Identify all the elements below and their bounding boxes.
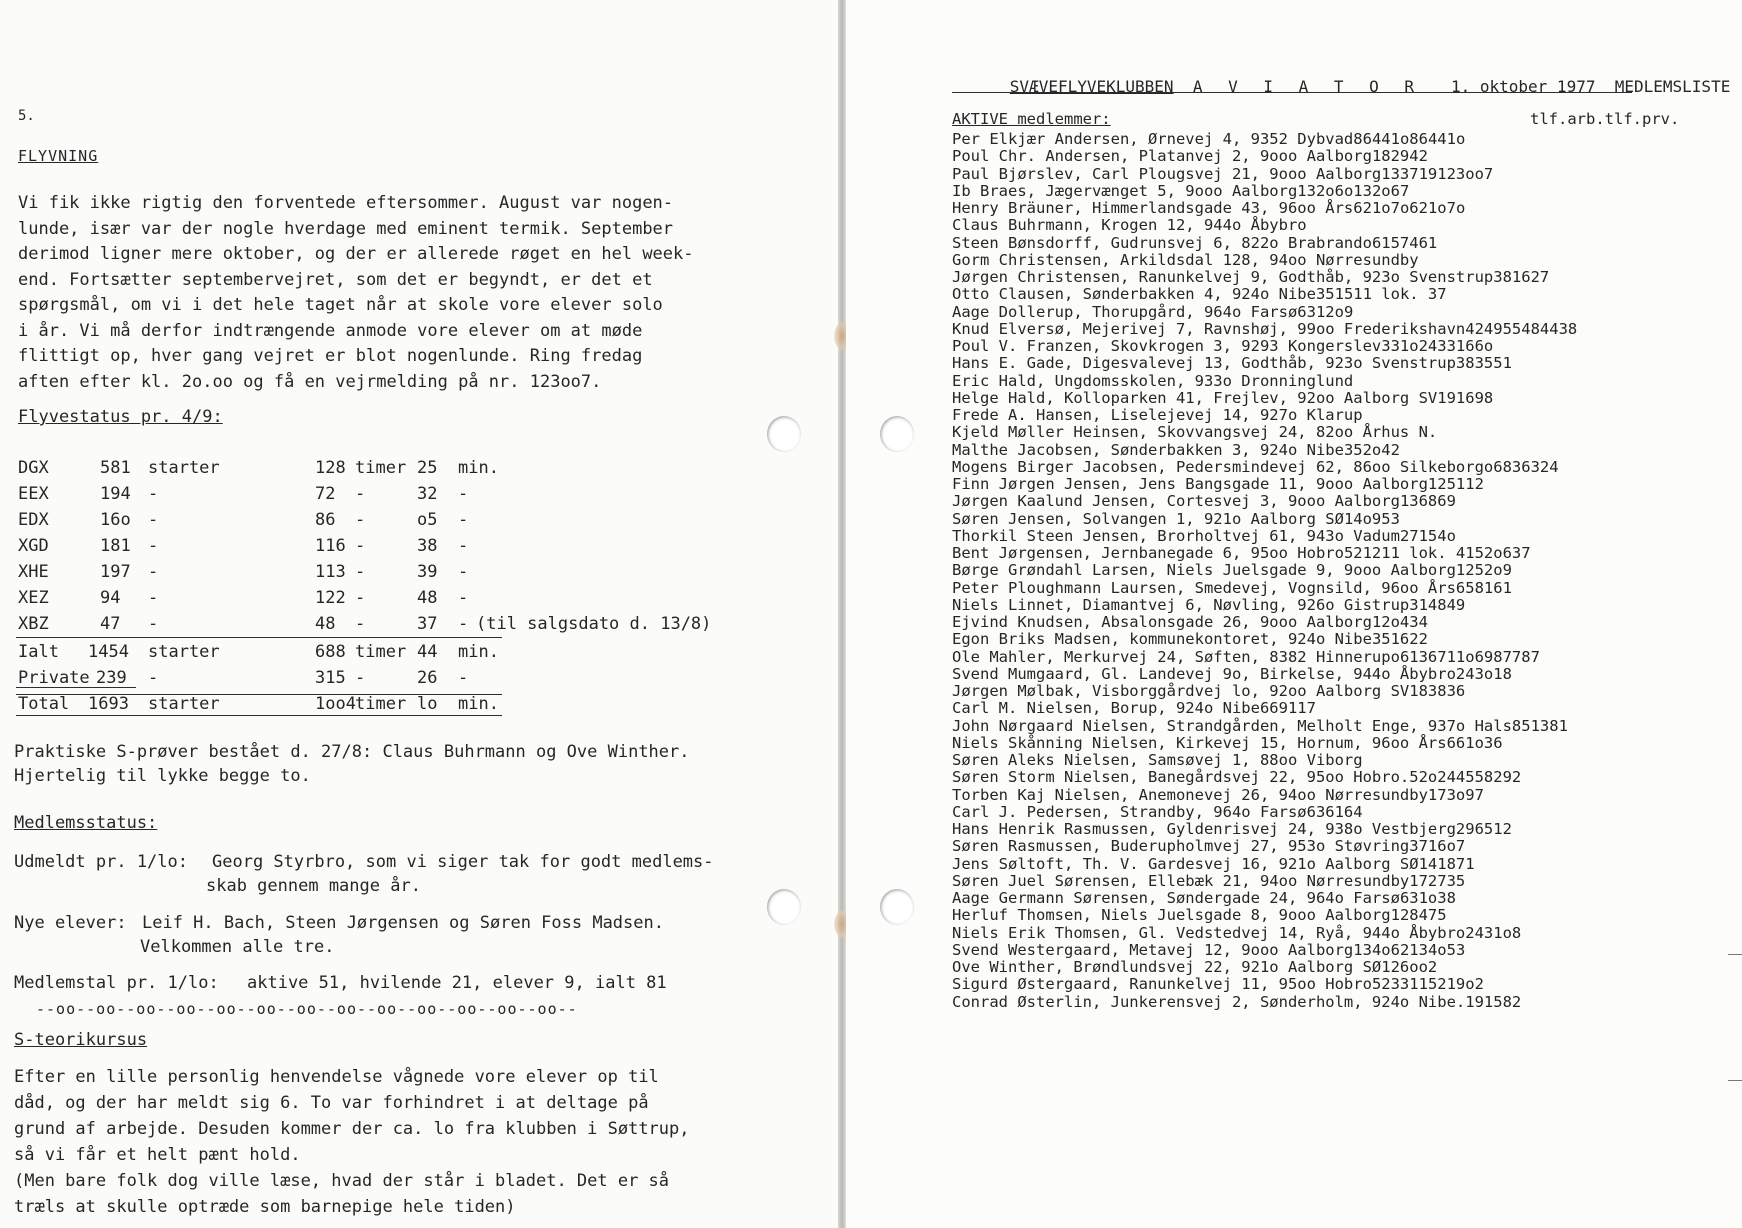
status-aircraft: EEX [18,484,49,504]
status-hours-unit: - [355,536,366,556]
status-hours-unit: - [355,562,366,582]
status-aircraft: Private [18,668,90,688]
member-entry: Søren Juel Sørensen, Ellebæk 21, 94oo Nørresundby [952,871,1410,890]
member-entry: Jens Søltoft, Th. V. Gardesvej 16, 921o Aalborg SØ [952,854,1419,873]
member-entry: Peter Ploughmann Laursen, Smedevej, Vognsild, 96oo Års [952,578,1456,597]
status-hours: 72 [315,484,336,504]
member-work-phone: 132o6o [1297,181,1354,200]
member-private-phone: 636164 [1306,802,1363,821]
status-starts: 181 [100,536,131,556]
member-work-phone: o6136711 [1390,647,1466,666]
status-starts: 94 [100,588,121,608]
member-private-phone: o6987787 [1465,647,1540,666]
member-row [952,803,1742,820]
member-entry: Helge Hald, Kolloparken 41, Frejlev, 92oo Aalborg SV [952,388,1438,407]
member-row [952,354,1742,371]
member-row [952,458,1742,475]
member-work-phone: 621o7o [1353,199,1410,217]
status-starts-unit: - [148,484,159,504]
medlemstal-label: Medlemstal pr. 1/lo: [14,973,219,993]
member-private-phone: 141871 [1418,854,1475,873]
member-private-phone: 381627 [1493,268,1550,286]
status-minutes: 39 [417,562,438,582]
status-hours-unit: timer [355,694,407,714]
status-minutes-unit: - [458,536,469,556]
s-teorikursus-line: Efter en lille personlig henvendelse vågnede vore elever op til [14,1067,659,1087]
status-aircraft: XHE [18,562,49,582]
member-private-phone: 128475 [1390,906,1447,925]
member-entry: Aage Dollerup, Thorupgård, 964o Farsø [952,302,1298,321]
member-entry: Niels Skånning Nielsen, Kirkevej 15, Hornum, 96oo Års [952,733,1447,752]
member-entry: Svend Westergaard, Metavej 12, 9ooo Aalborg [952,940,1354,959]
member-entry: Mogens Birger Jacobsen, Pedersmindevej 62, 86oo Silkeborg [952,457,1484,476]
member-entry: Kjeld Møller Heinsen, Skovvangsvej 24, 82oo Århus N. [952,423,1438,442]
status-hours-unit: timer [355,458,407,478]
punch-hole [767,889,801,925]
status-hours: 116 [315,536,346,556]
member-entry: Otto Clausen, Sønderbakken 4, 924o Nibe [952,285,1316,304]
medlemstal-text: aktive 51, hvilende 21, elever 9, ialt 81 [247,973,667,993]
member-row [952,941,1742,958]
member-private-phone: 172735 [1409,871,1466,890]
status-starts-unit: - [148,668,159,688]
member-row [952,579,1742,596]
status-hours-unit: - [355,614,366,634]
member-row [952,372,1742,389]
udmeldt-text: Georg Styrbro, som vi siger tak for godt medlems- [212,852,714,872]
member-private-phone: 3716o7 [1409,837,1466,856]
status-minutes-unit: min. [458,694,499,714]
member-row [952,837,1742,854]
member-entry: Søren Storm Nielsen, Banegårdsvej 22, 95oo Hobro. [952,768,1410,787]
member-entry: Ejvind Knudsen, Absalonsgade 26, 9ooo Aalborg [952,613,1372,631]
status-hours: 86 [315,510,336,530]
member-row [952,596,1742,613]
member-row [952,234,1742,251]
member-work-phone: 331o24 [1381,337,1438,355]
member-row [952,924,1742,941]
member-entry: Bent Jørgensen, Jernbanegade 6, 95oo Hobro [952,544,1344,562]
member-row [952,285,1742,302]
status-starts-unit: - [148,536,159,556]
status-hours-unit: - [355,510,366,530]
member-entry: Egon Briks Madsen, kommunekontoret, 924o Nibe [952,630,1372,649]
status-hours-unit: - [355,668,366,688]
member-work-phone: 134o62 [1353,940,1410,959]
status-starts: 47 [100,614,121,634]
member-row [952,872,1742,889]
status-aircraft: XGD [18,536,49,556]
s-teorikursus-line: (Men bare folk dog ville læse, hvad der står i bladet. Det er så [14,1171,670,1191]
member-private-phone: o6157461 [1362,233,1438,252]
member-entry: Carl M. Nielsen, Borup, 924o Nibe [952,699,1260,718]
member-row [952,768,1742,785]
status-starts: 1454 [88,642,129,662]
member-row [952,510,1742,527]
member-row [952,182,1742,199]
s-teorikursus-line: dåd, og der har meldt sig 6. To var forhindret i at deltage på [14,1093,649,1113]
status-minutes: o5 [417,510,438,530]
status-starts: 16o [100,510,131,530]
status-minutes: 37 [417,614,438,634]
member-private-phone: 183836 [1409,682,1466,700]
member-entry: Per Elkjær Andersen, Ørnevej 4, 9352 Dybvad [952,130,1354,148]
member-row [952,216,1742,233]
member-row [952,251,1742,268]
member-entry: Sigurd Østergaard, Ranunkelvej 11, 95oo Hobro [952,975,1372,994]
status-minutes: 32 [417,484,438,504]
punch-hole [880,889,914,925]
member-row [952,544,1742,561]
status-aircraft: Total [18,694,70,714]
member-entry: Gorm Christensen, Arkildsdal 128, 94oo Nørresundby [952,250,1419,269]
s-teorikursus-line: træls at skulle optræde som barnepige hele tiden) [14,1197,516,1217]
status-starts-unit: - [148,588,159,608]
member-private-phone: 558292 [1465,768,1522,787]
member-entry: Steen Bønsdorff, Gudrunsvej 6, 822o Brabrand [952,233,1363,252]
status-hours: 1oo4 [315,694,356,714]
status-grand-total-row [0,694,760,714]
status-minutes-unit: - [458,614,469,634]
status-row [0,562,760,582]
member-entry: John Nørgaard Nielsen, Strandgården, Melholt Enge, 937o Hals [952,716,1512,735]
status-total-row [0,642,760,662]
member-entry: Finn Jørgen Jensen, Jens Bangsgade 11, 9ooo Aalborg [952,475,1428,493]
member-row [952,906,1742,923]
member-entry: Frede A. Hansen, Liselejevej 14, 927o Klarup [952,406,1363,424]
member-entry: Carl J. Pedersen, Strandby, 964o Farsø [952,802,1307,821]
status-minutes-unit: min. [458,458,499,478]
member-row [952,406,1742,423]
club-label: SVÆVEFLYVEKLUBBEN [1009,77,1174,96]
member-row [952,613,1742,630]
member-entry: Ib Braes, Jægervænget 5, 9ooo Aalborg [952,181,1298,200]
member-entry: Poul Chr. Andersen, Platanvej 2, 9ooo Aalborg [952,147,1372,166]
member-private-phone: 484438 [1521,319,1578,338]
member-private-phone: 6312o9 [1297,302,1354,321]
member-private-phone: 621o7o [1409,199,1466,217]
status-minutes-unit: - [458,510,469,530]
punch-hole [880,416,914,452]
member-private-phone: 658161 [1455,578,1512,597]
member-row [952,889,1742,906]
member-entry: Søren Aleks Nielsen, Samsøvej 1, 88oo Viborg [952,751,1363,769]
member-row [952,303,1742,320]
status-minutes: 44 [417,642,438,662]
status-starts: 581 [100,458,131,478]
member-row [952,682,1742,699]
member-private-phone: 134o53 [1409,940,1466,959]
member-private-phone: 136869 [1399,492,1456,511]
member-entry: Torben Kaj Nielsen, Anemonevej 26, 94oo Nørresundby [952,785,1428,804]
nye-elever-text-cont: Velkommen alle tre. [140,937,335,957]
member-row [952,699,1742,716]
status-hours-unit: - [355,484,366,504]
phone-column-header: tlf.arb.tlf.prv. [1530,110,1680,128]
udmeldt-text-cont: skab gennem mange år. [206,876,421,896]
status-hours: 688 [315,642,346,662]
table-rule [16,715,502,716]
status-starts: 197 [100,562,131,582]
member-work-phone: 133719 [1381,164,1438,183]
status-aircraft: EDX [18,510,49,530]
flyvning-line: i år. Vi må derfor indtrængende anmode vore elever om at møde [18,320,643,341]
section-divider: --oo--oo--oo--oo--oo--oo--oo--oo--oo--oo--oo--oo--oo-- [36,1000,578,1018]
member-private-phone: 851381 [1511,716,1568,735]
member-entry: Aage Germann Sørensen, Søndergade 24, 964o Farsø [952,889,1400,907]
member-entry: Paul Bjørslev, Carl Plougsvej 21, 9ooo Aalborg [952,164,1382,183]
status-minutes: 48 [417,588,438,608]
member-entry: Knud Elversø, Mejerivej 7, Ravnshøj, 99oo Frederikshavn [952,319,1466,338]
member-private-phone: 86441o [1409,130,1466,148]
member-row [952,993,1742,1010]
member-row [952,423,1742,440]
member-row [952,958,1742,975]
status-minutes: 38 [417,536,438,556]
member-private-phone: 14o953 [1343,509,1400,528]
status-aircraft: DGX [18,458,49,478]
status-starts-unit: - [148,614,159,634]
member-private-phone: 12o434 [1371,613,1428,631]
list-date: 1. oktober 1977 [1450,77,1596,96]
status-hours: 128 [315,458,346,478]
member-row [952,147,1742,164]
status-minutes: 25 [417,458,438,478]
status-minutes: lo [417,694,438,714]
member-private-phone: 52o637 [1474,544,1531,562]
member-private-phone: 661o36 [1446,733,1503,752]
member-entry: Thorkil Steen Jensen, Brorholtvej 61, 943o Vadum [952,526,1400,545]
status-row [0,536,760,556]
member-private-phone: 383551 [1455,354,1512,373]
member-entry: Poul V. Franzen, Skovkrogen 3, 9293 Kongerslev [952,337,1382,355]
list-header [952,58,1730,115]
member-private-phone: 132o67 [1353,181,1410,200]
status-minutes: 26 [417,668,438,688]
member-private-phone: 182942 [1371,147,1428,166]
member-entry: Svend Mumgaard, Gl. Landevej 9o, Birkelse, 944o Åbybro [952,664,1456,683]
status-starts-unit: - [148,510,159,530]
member-work-phone: 521211 lok. 41 [1343,544,1475,562]
s-prover-line: Praktiske S-prøver bestået d. 27/8: Claus Buhrmann og Ove Winther. [14,742,690,762]
status-starts-unit: starter [148,694,220,714]
list-title: MEDLEMSLISTE [1614,77,1731,96]
member-row [952,561,1742,578]
status-starts: 1693 [88,694,129,714]
member-entry: Ove Winther, Brøndlundsvej 22, 921o Aalborg SØ [952,958,1382,976]
member-private-phone: 2431o8 [1465,923,1522,942]
member-row [952,268,1742,285]
member-private-phone: 27154o [1399,526,1456,545]
member-private-phone: 191698 [1437,388,1494,407]
member-entry: Eric Hald, Ungdomsskolen, 933o Dronninglund [952,371,1354,390]
member-entry: Malthe Jacobsen, Sønderbakken 3, 924o Nibe [952,440,1344,459]
page-gutter [838,0,846,1228]
status-row [0,614,760,634]
member-row [952,734,1742,751]
member-private-phone: o6836324 [1483,457,1559,476]
member-row [952,475,1742,492]
member-row [952,630,1742,647]
member-work-phone: 52o244 [1409,768,1466,787]
member-row [952,786,1742,803]
status-hours: 122 [315,588,346,608]
member-row [952,975,1742,992]
member-row [952,130,1742,147]
member-private-phone: 669117 [1259,699,1316,718]
member-entry: Claus Buhrmann, Krogen 12, 944o Åbybro [952,216,1307,235]
flyvning-line: end. Fortsætter septembervejret, som det er begyndt, er det et [18,269,653,290]
right-page [846,0,1742,1228]
status-row [0,588,760,608]
member-private-phone: 296512 [1455,820,1512,838]
s-teorikursus-line: grund af arbejde. Desuden kommer der ca. lo fra klubben i Søttrup, [14,1119,690,1139]
flyvning-line: derimod ligner mere oktober, og der er allerede røget en hel week- [18,244,694,264]
member-private-phone: 352o42 [1343,440,1400,459]
member-entry: Niels Erik Thomsen, Gl. Vedstedvej 14, Ryå, 944o Åbybro [952,923,1466,942]
nye-elever-label: Nye elever: [14,913,127,933]
member-entry: Conrad Østerlin, Junkerensvej 2, Sønderholm, 924o Nibe. [952,992,1466,1011]
status-minutes-unit: min. [458,642,499,662]
s-prover-line: Hjertelig til lykke begge to. [14,766,311,786]
member-row [952,648,1742,665]
member-entry: Børge Grøndahl Larsen, Niels Juelsgade 9, 9ooo Aalborg [952,561,1456,580]
status-minutes-unit: - [458,484,469,504]
member-entry: Jørgen Kaalund Jensen, Cortesvej 3, 9ooo Aalborg [952,492,1400,511]
flyvning-line: lunde, især var der nogle hverdage med eminent termik. September [18,218,674,239]
status-minutes-unit: - [458,562,469,582]
member-entry: Hans Henrik Rasmussen, Gyldenrisvej 24, 938o Vestbjerg [952,820,1456,838]
udmeldt-label: Udmeldt pr. 1/lo: [14,852,188,872]
member-row [952,320,1742,337]
member-private-phone: 5219o2 [1427,975,1484,994]
member-entry: Hans E. Gade, Digesvalevej 13, Godthåb, 923o Svenstrup [952,354,1456,373]
status-starts-unit: starter [148,458,220,478]
aktive-medlemmer-label: AKTIVE medlemmer: [952,110,1111,128]
member-entry: Søren Rasmussen, Buderupholmvej 27, 953o Støvring [952,837,1410,856]
status-hours-unit: - [355,588,366,608]
member-row [952,665,1742,682]
flyvning-line: aften efter kl. 2o.oo og få en vejrmelding på nr. 123oo7. [18,371,602,392]
member-work-phone: 523311 [1371,975,1428,994]
table-rule [16,637,502,638]
status-starts-unit: starter [148,642,220,662]
status-starts: 239 [96,668,127,688]
member-row [952,337,1742,354]
member-row [952,389,1742,406]
punch-hole [767,416,801,452]
member-row [952,855,1742,872]
member-row [952,751,1742,768]
page-corner-mark: 5. [18,108,35,124]
medlemsstatus-heading: Medlemsstatus: [14,813,158,833]
status-hours-unit: timer [355,642,407,662]
status-row [0,484,760,504]
member-private-phone: 125112 [1427,475,1484,493]
status-hours: 315 [315,668,346,688]
member-private-phone: 243o18 [1455,664,1512,683]
member-row [952,492,1742,509]
status-aircraft: XBZ [18,614,49,634]
flyvning-line: flittigt op, hver gang vejret er blot nogenlunde. Ring fredag [18,346,643,366]
member-work-phone: 351511 lok. 37 [1315,285,1447,304]
flyvestatus-heading: Flyvestatus pr. 4/9: [18,407,223,427]
member-entry: Ole Mahler, Merkurvej 24, Søften, 8382 Hinnerup [952,647,1391,666]
member-row [952,527,1742,544]
club-name: A V I A T O R [1192,77,1423,96]
member-entry: Jørgen Mølbak, Visborggårdvej lo, 92oo Aalborg SV [952,682,1410,700]
member-private-phone: 1252o9 [1455,561,1512,580]
member-row [952,441,1742,458]
edge-mark [1728,954,1742,955]
status-minutes-unit: - [458,588,469,608]
status-aircraft: Ialt [18,642,59,662]
member-entry: Søren Jensen, Solvangen 1, 921o Aalborg SØ [952,509,1344,528]
flyvning-line: spørgsmål, om vi i det hele taget når at skole vore elever solo [18,295,663,315]
member-row [952,717,1742,734]
member-private-phone: 33166o [1437,337,1494,355]
member-work-phone: 351622 [1371,630,1428,649]
member-entry: Jørgen Christensen, Ranunkelvej 9, Godthåb, 923o Svenstrup [952,268,1494,286]
member-private-phone: 126oo2 [1381,958,1438,976]
private-underline [16,687,136,688]
member-work-phone: 86441o [1353,130,1410,148]
s-teorikursus-heading: S-teorikursus [14,1030,148,1050]
flyvning-line: Vi fik ikke rigtig den forventede eftersommer. August var nogen- [18,193,674,213]
member-work-phone: 424955 [1465,319,1522,338]
member-private-phone: 631o38 [1399,889,1456,907]
flyvning-heading: FLYVNING [18,147,99,165]
status-hours: 48 [315,614,336,634]
status-minutes-unit: - [458,668,469,688]
member-entry: Herluf Thomsen, Niels Juelsgade 8, 9ooo Aalborg [952,906,1391,925]
left-page [0,0,840,1228]
member-row [952,820,1742,837]
header-rule [952,92,1632,93]
nye-elever-text: Leif H. Bach, Steen Jørgensen og Søren Foss Madsen. [142,913,664,933]
status-aircraft: XEZ [18,588,49,608]
status-starts-unit: - [148,562,159,582]
edge-mark [1728,1080,1742,1081]
s-teorikursus-line: så vi får et helt pænt hold. [14,1145,301,1165]
member-row [952,199,1742,216]
status-note: (til salgsdato d. 13/8) [476,614,712,634]
member-entry: Henry Bräuner, Himmerlandsgade 43, 96oo Års [952,199,1354,217]
status-row [0,510,760,530]
member-private-phone: 123oo7 [1437,164,1494,183]
status-hours: 113 [315,562,346,582]
status-private-row [0,668,760,688]
status-starts: 194 [100,484,131,504]
member-private-phone: 173o97 [1427,785,1484,804]
member-private-phone: 191582 [1465,992,1522,1011]
member-private-phone: 314849 [1409,595,1466,614]
member-entry: Niels Linnet, Diamantvej 6, Nøvling, 926o Gistrup [952,595,1410,614]
status-row [0,458,760,478]
member-row [952,165,1742,182]
